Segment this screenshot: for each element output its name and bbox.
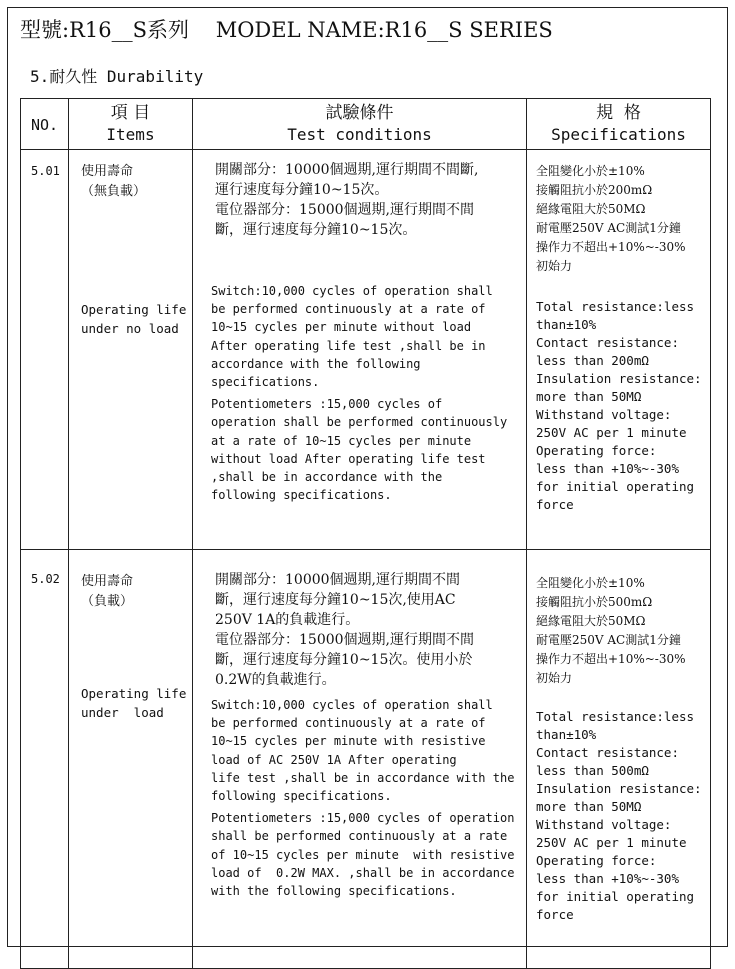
spec-zh: 全阻變化小於±10% 接觸阻抗小於200mΩ 絕緣電阻大於50MΩ 耐電壓250V AC測試1分鐘 操作力不超出+10%~-30% 初始力 [536,164,686,273]
header-no-label: NO. [30,115,59,134]
header-specs-zh: 規 格 [596,103,641,123]
spec-zh: 全阻變化小於±10% 接觸阻抗小於500mΩ 絕緣電阻大於50MΩ 耐電壓250V AC測試1分鐘 操作力不超出+10%~-30% 初始力 [536,576,686,685]
row-conditions-cell [193,150,527,550]
item-en: Operating life under no load [81,302,187,336]
table-row [21,150,711,550]
condition-en-switch: Switch:10,000 cycles of operation shall be performed continuously at a rate of 10~15 cycles per minute without load After operating life test ,shall be in accordance with the following specifications. [211,284,493,390]
item-zh: 使用壽命 （無負載） [81,164,147,199]
row-number: 5.01 [21,150,69,550]
row-conditions-cell [193,550,527,969]
header-conditions-zh: 試驗條件 [325,103,394,123]
row-number: 5.02 [21,550,69,969]
table-row [21,550,711,969]
header-specs-en: Specifications [551,125,686,144]
row-items-cell [69,550,193,969]
condition-en-potentiometer: Potentiometers :15,000 cycles of operation shall be performed continuously at a rate of 10~15 cycles per minute with resistive load of 0.2W MAX. ,shall be in accordance with the following specifications. [211,811,515,899]
header-items [69,99,193,150]
section-title: 5.耐久性 Durability [30,67,204,86]
item-en: Operating life under load [81,686,187,720]
item-zh: 使用壽命 （負載） [81,574,134,609]
spec-en: Total resistance:less than±10% Contact resistance: less than 500mΩ Insulation resistance: more than 50MΩ Withstand voltage: 250V AC per 1 minute Operating force: less than +10%~-30% for initial operating force [536,709,702,922]
condition-zh: 開關部分：10000個週期,運行期間不間 斷，運行速度每分鐘10~15次,使用AC 250V 1A的負載進行。 電位器部分：15000個週期,運行期間不間 斷，運行速度每分鐘10~15次。使用小於 0.2W的負載進行。 [215,572,474,688]
header-no [21,99,69,150]
header-specifications [527,99,711,150]
table-header-row [21,99,711,150]
spec-en: Total resistance:less than±10% Contact resistance: less than 200mΩ Insulation resistance: more than 50MΩ Withstand voltage: 250V AC per 1 minute Operating force: less than +10%~-30% for initial operating force [536,299,702,512]
header-items-zh: 項 目 [110,103,151,123]
document-title: 型號:R16__S系列 MODEL NAME:R16__S SERIES [20,18,553,42]
header-conditions [193,99,527,150]
condition-en-switch: Switch:10,000 cycles of operation shall be performed continuously at a rate of 10~15 cycles per minute with resistive load of AC 250V 1A After operating life test ,shall be in accordance with the following specifications. [211,698,515,804]
row-items-cell [69,150,193,550]
row-specifications-cell [527,550,711,969]
row-specifications-cell [527,150,711,550]
durability-table [20,98,711,969]
header-items-en: Items [106,125,155,144]
condition-en-potentiometer: Potentiometers :15,000 cycles of operation shall be performed continuously at a rate of 10~15 cycles per minute without load After operating life test ,shall be in accordance with the following specifications. [211,397,508,503]
condition-zh: 開關部分：10000個週期,運行期間不間斷, 運行速度每分鐘10~15次。 電位器部分：15000個週期,運行期間不間 斷，運行速度每分鐘10~15次。 [215,162,479,238]
header-conditions-en: Test conditions [287,125,432,144]
